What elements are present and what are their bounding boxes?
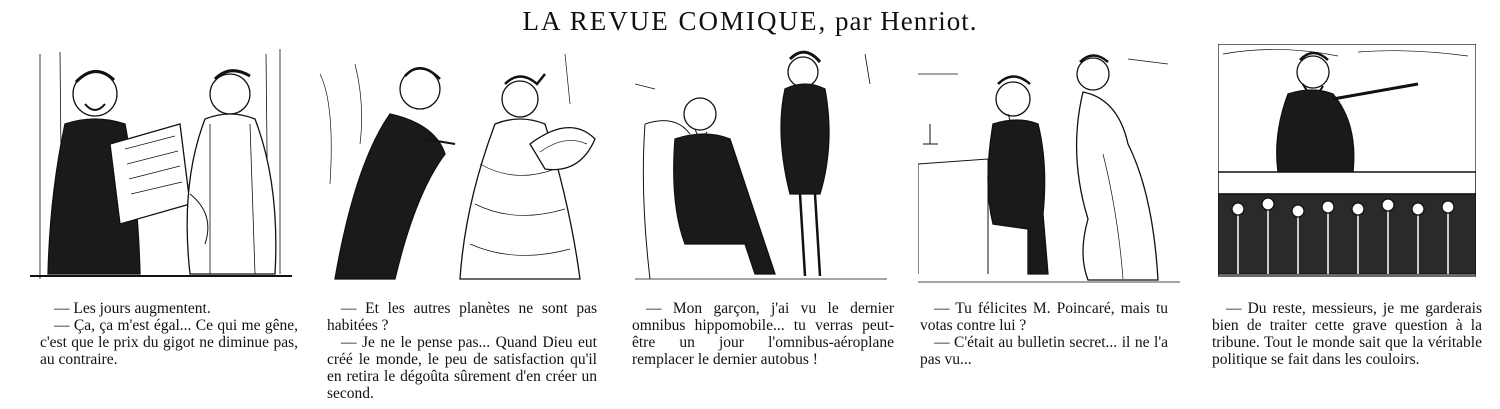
comic-panel-3 <box>635 44 887 284</box>
caption-line: — Les jours augmentent. <box>54 300 211 317</box>
panel-1-caption <box>40 300 298 368</box>
panel-1-illustration <box>30 44 292 284</box>
caption-line: — Mon garçon, j'ai vu le dernier omnibus hippomobile... tu verras peut-être un jour l'omnibus-aéroplane remplacer le dernier autobus ! <box>632 300 894 368</box>
caption-line: — Et les autres planètes ne sont pas habitées ? <box>327 300 597 334</box>
comic-panel-2 <box>315 44 597 284</box>
title-main: LA REVUE COMIQUE, <box>522 6 828 36</box>
panel-2-caption <box>327 300 597 402</box>
panel-3-illustration <box>635 44 887 284</box>
caption-line: — Je ne le pense pas... Quand Dieu eut créé le monde, le peu de satisfaction qu'il en retira le dégoûta sûrement d'en créer un second. <box>327 334 597 402</box>
panel-4-caption <box>920 300 1168 368</box>
caption-line: — Ça, ça m'est égal... Ce qui me gêne, c'est que le prix du gigot ne diminue pas, au contraire. <box>40 317 298 368</box>
panel-4-illustration <box>918 44 1180 284</box>
caption-line: — C'était au bulletin secret... il ne l'a pas vu... <box>920 334 1168 368</box>
comic-panel-4 <box>918 44 1180 284</box>
panel-3-caption <box>632 300 894 368</box>
panel-5-illustration <box>1218 44 1476 284</box>
panel-2-illustration <box>315 44 597 284</box>
panel-5-caption <box>1212 300 1482 368</box>
comic-panel-5 <box>1218 44 1476 284</box>
title-author: par Henriot. <box>835 6 978 36</box>
caption-line: — Du reste, messieurs, je me garderais bien de traiter cette grave question à la tribune. Tout le monde sait que la véritable politique se fait dans les couloirs. <box>1212 300 1482 368</box>
caption-line: — Tu félicites M. Poincaré, mais tu votas contre lui ? <box>920 300 1168 334</box>
page-title <box>0 6 1500 37</box>
comic-panel-1 <box>30 44 292 284</box>
